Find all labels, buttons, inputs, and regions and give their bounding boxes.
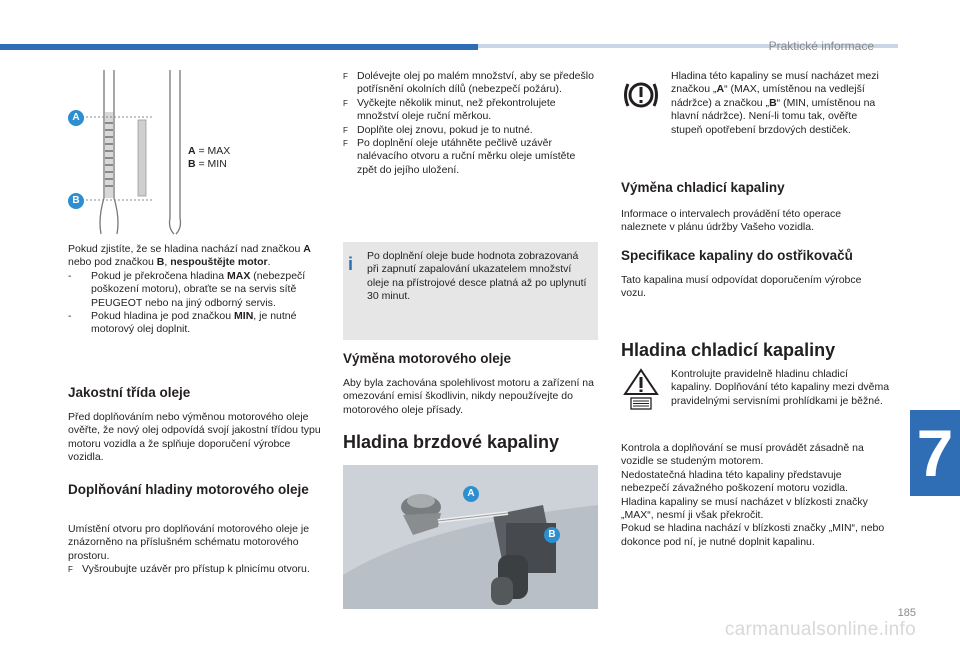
dash-item-max: - Pokud je překročena hladina MAX (nebezpečí poškození motoru), obraťte se na servis sítě PEUGEOT nebo na jiný odborný servis. [68,269,306,309]
dipstick-legend [188,145,288,172]
legend-max: A = MAX [188,145,231,157]
photo-marker-a: A [463,486,479,502]
heading-brake-change: Výměna chladicí kapaliny [621,180,785,195]
list-item: F Po doplnění oleje utáhněte pečlivě uzávěr nalévacího otvoru a ruční měrku oleje umístěte zpět do jejího uložení. [343,137,576,176]
oil-refill-text: Umístění otvoru pro doplňování motorového oleje je znázorněno na příslušném schématu motorového prostoru. F Vyšroubujte uzávěr pro přístup k plnicímu otvoru. [68,523,326,577]
page-number: 185 [897,607,916,619]
info-text: Po doplnění oleje bude hodnota zobrazovaná při zapnutí zapalování ukazatelem množství oleje na přístrojové desce platná až po uplynutí 30 minut. [367,250,587,303]
photo-marker-b: B [544,527,560,543]
list-item: F Vyčkejte několik minut, než překontrolujete množství oleje ruční měrkou. [343,96,556,123]
chapter-tab: 7 [910,410,960,496]
column-1 [68,243,326,337]
heading-brake-fluid: Hladina brzdové kapaliny [343,432,560,452]
heading-oil-change: Výměna motorového oleje [343,351,512,366]
heading-oil-refill: Doplňování hladiny motorového oleje [68,482,309,497]
watermark: carmanualsonline.info [724,619,916,640]
list-item: F Dolévejte olej po malém množství, aby se předešlo potřísnění okolních dílů (nebezpečí požáru). [343,70,594,96]
oil-change-text: Aby byla zachována spolehlivost motoru a zařízení na omezování emisí škodlivin, nikdy nepoužívejte do motorového oleje přísady. [343,377,594,416]
coolant-warning-icon [621,368,661,410]
refill-bullet: F Vyšroubujte uzávěr pro přístup k plnicímu otvoru. [68,563,310,576]
oil-quality-text: Před doplňováním nebo výměnou motorového oleje ověřte, že nový olej odpovídá svojí jakostní třídou typu motoru vozidla a že splňuje doporučení výrobce vozidla. [68,411,321,464]
marker-a-badge: A [68,110,84,126]
oil-dipstick-icon [68,68,203,236]
coolant-check-text: Kontrolujte pravidelně hladinu chladicí kapaliny. Doplňování této kapaliny mezi dvěma pravidelnými servisními prohlídkami je běžné. [671,368,890,407]
brake-reservoir-photo [343,465,598,609]
legend-min: B = MIN [188,158,227,171]
list-item: F Doplňte olej znovu, pokud je to nutné. [343,123,533,136]
section-title: Praktické informace [768,39,874,53]
brake-warning-icon [623,78,659,112]
header-bar [0,44,478,50]
dipstick-figure [68,68,203,236]
heading-washer-fluid: Specifikace kapaliny do ostřikovačů [621,248,853,263]
coolant-text: Kontrola a doplňování se musí provádět zásadně na vozidle se studeným motorem. Nedostatečná hladina této kapaliny představuje nebezpečí závažného poškození motoru vozidla. Hladina kapaliny se musí nacházet v blízkosti značky „MAX“, nesmí ji však překročit. Pokud se hladina nachází v blízkosti značky „MIN“, nebo dokonce pod ní, je nutné doplnit kapalinu. [621,442,885,548]
dash-item-min: - Pokud hladina je pod značkou MIN, je nutné motorový olej doplnit. [68,310,297,336]
washer-fluid-text: Tato kapalina musí odpovídat doporučením výrobce vozu. [621,274,862,300]
refill-steps-list [343,70,598,177]
heading-oil-quality: Jakostní třída oleje [68,385,191,400]
oil-level-intro: Pokud zjistíte, že se hladina nachází nad značkou A nebo pod značkou B, nespouštějte motor. [68,243,311,269]
info-icon: i [348,254,354,274]
marker-b-badge: B [68,193,84,209]
brake-level-text: Hladina této kapaliny se musí nacházet mezi značkou „A“ (MAX, umístěnou na vedlejší nádržce) a značkou „B“ (MIN, umístěnou na hlavní nádržce). Není-li tomu tak, ověřte stupeň opotřebení brzdových destiček. [671,70,879,136]
brake-change-text: Informace o intervalech provádění této operace naleznete v plánu údržby Vašeho vozidla. [621,208,842,234]
heading-coolant: Hladina chladicí kapaliny [621,340,836,360]
